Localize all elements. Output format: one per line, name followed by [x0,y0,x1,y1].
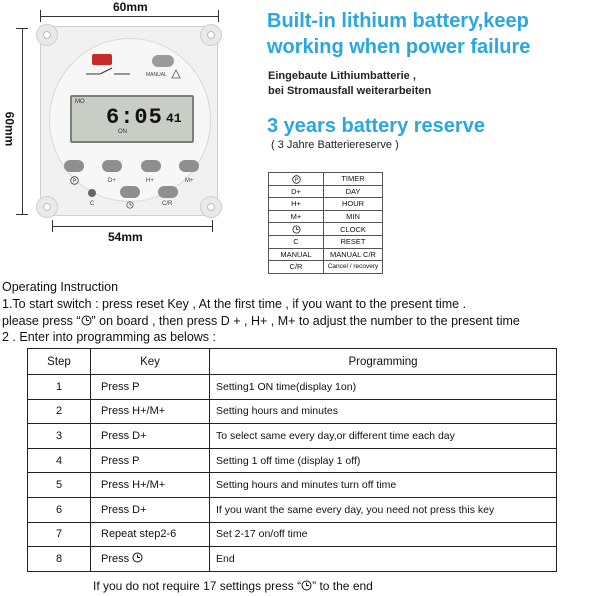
lcd-time: 6:05 [106,105,163,130]
mounting-ear-bottom-left [36,196,58,218]
german-line2: bei Stromausfall weiterarbeiten [268,85,432,97]
step-key: Press H+/M+ [91,399,210,424]
p-circle-icon [292,175,301,184]
step-key: Press [101,553,130,566]
step-key: Press D+ [91,424,210,449]
instructions-line2-end: ” on board , then press D + , H+ , M+ to adjust the number to the present time [91,314,520,328]
instructions-line3: 2 . Enter into programming as belows : [2,330,216,344]
legend-row [269,198,383,211]
step-key: Press P [91,375,210,400]
clock-icon [81,315,92,326]
step-number: 2 [28,399,91,424]
lcd-display [70,95,194,143]
step-number: 1 [28,375,91,400]
svg-text:P: P [294,177,298,184]
table-row [28,497,557,522]
german-line1: Eingebaute Lithiumbatterie , [268,70,416,82]
step-programming: Setting 1 off time (display 1 off) [210,448,557,473]
table-row [28,448,557,473]
legend-key: D+ [269,185,324,198]
table-row [28,547,557,572]
step-programming: Setting1 ON time(display 1on) [210,375,557,400]
height-dimension-label: 60mm [2,111,17,147]
key-m-plus-label: M+ [185,178,194,184]
clock-button[interactable] [120,186,140,198]
key-d-plus-button[interactable] [102,160,122,172]
legend-key: H+ [269,198,324,211]
key-d-plus-label: D+ [108,178,116,184]
battery-reserve-headline: 3 years battery reserve [267,115,485,137]
footer-text-end: ” to the end [312,579,373,593]
width-dimension-label: 60mm [113,0,148,14]
step-programming: If you want the same every day, you need not press this key [210,497,557,522]
clock-icon [301,580,312,591]
footer-text-start: If you do not require 17 settings press “ [93,579,302,593]
manual-button[interactable] [152,55,174,67]
switch-symbol-icon [86,66,130,76]
table-row [28,522,557,547]
step-programming: End [210,547,557,572]
mounting-ear-bottom-right [200,196,222,218]
cr-button[interactable] [158,186,178,198]
legend-value: MIN [324,210,383,223]
table-header-row [28,349,557,375]
step-number: 4 [28,448,91,473]
step-programming: Setting hours and minutes turn off time [210,473,557,498]
legend-value: HOUR [324,198,383,211]
instructions-line1: 1.To start switch : press reset Key , At the first time , if you want to the present time . [2,297,467,311]
legend-value: Cancel / recovery [324,261,383,274]
clock-icon [292,225,301,234]
step-programming: To select same every day,or different time each day [210,424,557,449]
step-number: 3 [28,424,91,449]
clock-icon [132,552,143,563]
key-p-button[interactable] [64,160,84,172]
lcd-on-label: ON [118,129,127,135]
step-number: 5 [28,473,91,498]
p-circle-icon [70,176,79,185]
width-dimension-line [40,16,218,17]
mounting-ear-top-right [200,24,222,46]
header-key: Key [91,349,210,375]
step-programming: Setting hours and minutes [210,399,557,424]
step-key-cell [91,547,210,572]
battery-reserve-german: ( 3 Jahre Batteriereserve ) [271,139,399,151]
headline-line1: Built-in lithium battery,keep [267,10,529,32]
mounting-ear-top-left [36,24,58,46]
instructions-line2-start: please press “ [2,314,81,328]
step-key: Press P [91,448,210,473]
legend-key: C/R [269,261,324,274]
height-dimension-line [22,28,23,214]
reset-button[interactable] [88,189,96,197]
legend-value: MANUAL C/R [324,248,383,261]
legend-row [269,173,383,186]
table-row [28,473,557,498]
headline-line2: working when power failure [267,36,531,58]
legend-key: MANUAL [269,248,324,261]
lcd-mo-label: MO [75,99,85,105]
step-programming: Set 2-17 on/off time [210,522,557,547]
svg-text:P: P [72,178,77,185]
status-led [92,54,112,65]
legend-value: RESET [324,235,383,248]
step-key: Press D+ [91,497,210,522]
clock-icon [126,201,134,209]
footer-note [93,579,373,593]
table-row [28,424,557,449]
legend-row [269,235,383,248]
key-c-label: C [90,201,95,207]
table-row [28,375,557,400]
key-h-plus-label: H+ [146,178,154,184]
bottom-dimension-line [52,226,212,227]
legend-row [269,223,383,236]
legend-value: TIMER [324,173,383,186]
hand-icon [170,68,182,80]
legend-value: DAY [324,185,383,198]
bottom-dimension-label: 54mm [108,230,143,244]
step-key: Press H+/M+ [91,473,210,498]
legend-row [269,210,383,223]
instructions-line2 [2,314,520,328]
step-key: Repeat step2-6 [91,522,210,547]
legend-row [269,248,383,261]
legend-value: CLOCK [324,223,383,236]
instructions-title: Operating Instruction [2,280,119,294]
legend-row [269,185,383,198]
step-number: 8 [28,547,91,572]
lcd-seconds: 41 [166,111,182,126]
header-step: Step [28,349,91,375]
key-m-plus-button[interactable] [179,160,199,172]
step-number: 7 [28,522,91,547]
manual-label: MANUAL [146,72,167,78]
table-row [28,399,557,424]
step-number: 6 [28,497,91,522]
key-h-plus-button[interactable] [141,160,161,172]
key-cr-label: C/R [162,201,173,207]
legend-row [269,261,383,274]
legend-key: C [269,235,324,248]
programming-steps-table [27,348,557,572]
legend-key: M+ [269,210,324,223]
header-programming: Programming [210,349,557,375]
key-legend-table [268,172,383,274]
